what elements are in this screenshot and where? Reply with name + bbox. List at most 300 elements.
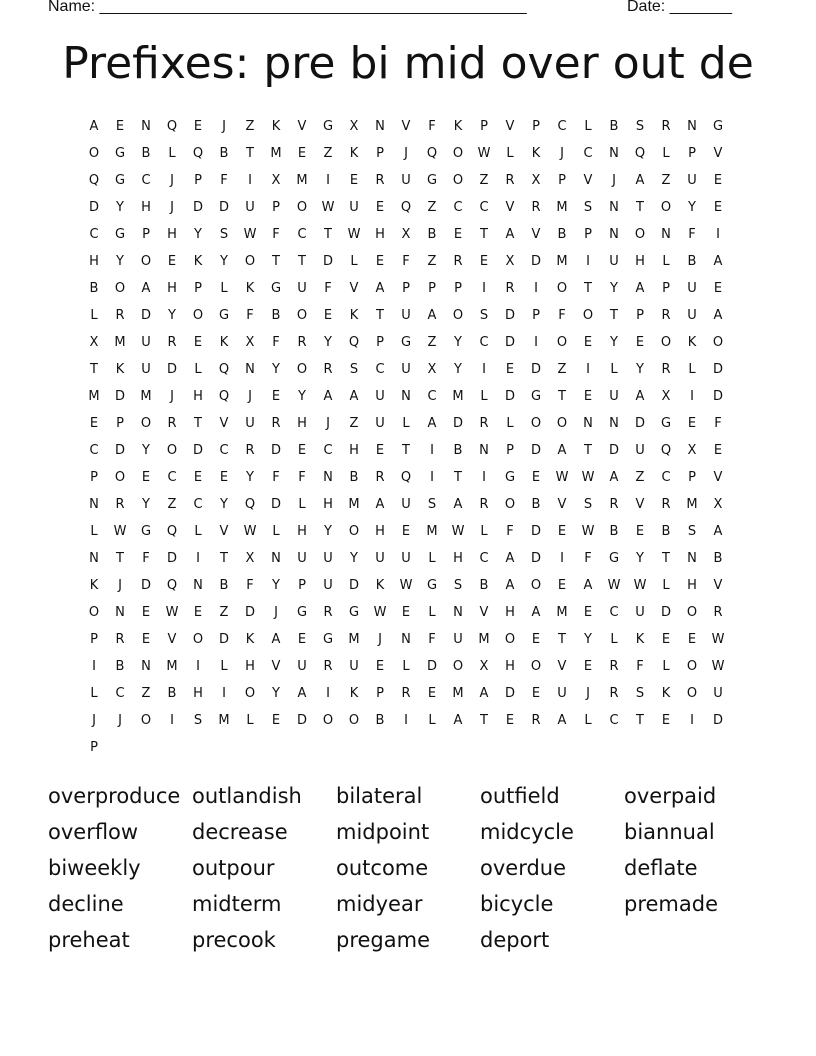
grid-letter[interactable]: U <box>557 686 567 701</box>
grid-letter[interactable]: E <box>531 470 541 485</box>
grid-letter[interactable]: G <box>218 308 230 323</box>
grid-letter[interactable]: X <box>531 173 541 188</box>
grid-letter[interactable]: O <box>166 443 178 458</box>
grid-letter[interactable]: I <box>92 659 96 674</box>
grid-letter[interactable]: J <box>170 389 174 404</box>
grid-letter[interactable]: M <box>166 659 178 674</box>
grid-letter[interactable]: C <box>141 173 151 188</box>
grid-letter[interactable]: A <box>271 632 281 647</box>
grid-letter[interactable]: I <box>248 173 252 188</box>
grid-letter[interactable]: N <box>609 146 619 161</box>
grid-letter[interactable]: O <box>530 416 542 431</box>
grid-letter[interactable]: K <box>453 119 463 134</box>
grid-letter[interactable]: S <box>635 686 645 701</box>
grid-letter[interactable]: H <box>167 281 177 296</box>
grid-letter[interactable]: R <box>661 119 671 134</box>
grid-letter[interactable]: V <box>219 416 229 431</box>
grid-letter[interactable]: G <box>530 389 542 404</box>
grid-letter[interactable]: R <box>167 335 177 350</box>
grid-letter[interactable]: I <box>430 443 434 458</box>
grid-letter[interactable]: T <box>454 470 462 485</box>
grid-letter[interactable]: C <box>427 389 437 404</box>
grid-letter[interactable]: L <box>662 578 670 593</box>
grid-letter[interactable]: X <box>661 389 671 404</box>
grid-letter[interactable]: S <box>583 200 593 215</box>
grid-letter[interactable]: E <box>505 362 515 377</box>
grid-letter[interactable]: T <box>298 254 306 269</box>
grid-letter[interactable]: C <box>609 713 619 728</box>
grid-letter[interactable]: B <box>531 497 541 512</box>
grid-letter[interactable]: X <box>505 254 515 269</box>
grid-letter[interactable]: T <box>116 551 124 566</box>
grid-letter[interactable]: L <box>220 659 228 674</box>
grid-letter[interactable]: O <box>556 335 568 350</box>
grid-letter[interactable]: X <box>245 551 255 566</box>
grid-letter[interactable]: C <box>219 443 229 458</box>
grid-letter[interactable]: L <box>662 146 670 161</box>
grid-letter[interactable]: B <box>609 524 619 539</box>
grid-letter[interactable]: Q <box>166 524 178 539</box>
grid-letter[interactable]: M <box>270 146 282 161</box>
grid-letter[interactable]: N <box>661 227 671 242</box>
grid-letter[interactable]: R <box>531 200 541 215</box>
grid-letter[interactable]: E <box>401 524 411 539</box>
grid-letter[interactable]: C <box>89 443 99 458</box>
grid-letter[interactable]: L <box>480 524 488 539</box>
grid-letter[interactable]: O <box>452 173 464 188</box>
grid-letter[interactable]: U <box>635 443 645 458</box>
grid-letter[interactable]: G <box>504 470 516 485</box>
grid-letter[interactable]: N <box>583 416 593 431</box>
grid-letter[interactable]: S <box>349 362 359 377</box>
grid-letter[interactable]: L <box>298 497 306 512</box>
grid-letter[interactable]: V <box>713 470 723 485</box>
grid-letter[interactable]: E <box>375 200 385 215</box>
grid-letter[interactable]: H <box>89 254 99 269</box>
grid-letter[interactable]: L <box>610 362 618 377</box>
grid-letter[interactable]: P <box>116 416 124 431</box>
grid-letter[interactable]: G <box>426 173 438 188</box>
grid-letter[interactable]: C <box>583 146 593 161</box>
grid-letter[interactable]: V <box>713 578 723 593</box>
grid-letter[interactable]: O <box>530 659 542 674</box>
grid-letter[interactable]: V <box>505 119 515 134</box>
grid-letter[interactable]: T <box>246 146 254 161</box>
grid-letter[interactable]: B <box>453 443 463 458</box>
grid-letter[interactable]: E <box>193 470 203 485</box>
grid-letter[interactable]: Y <box>220 497 228 512</box>
grid-letter[interactable]: L <box>168 146 176 161</box>
grid-letter[interactable]: U <box>141 335 151 350</box>
grid-letter[interactable]: Y <box>636 551 644 566</box>
grid-letter[interactable]: E <box>713 200 723 215</box>
grid-letter[interactable]: H <box>687 578 697 593</box>
grid-letter[interactable]: S <box>219 227 229 242</box>
grid-letter[interactable]: C <box>323 443 333 458</box>
grid-letter[interactable]: R <box>531 713 541 728</box>
grid-letter[interactable]: T <box>662 551 670 566</box>
grid-letter[interactable]: R <box>375 173 385 188</box>
grid-letter[interactable]: U <box>401 308 411 323</box>
grid-letter[interactable]: A <box>557 713 567 728</box>
grid-letter[interactable]: A <box>713 524 723 539</box>
grid-letter[interactable]: P <box>298 578 306 593</box>
grid-letter[interactable]: I <box>586 362 590 377</box>
grid-letter[interactable]: O <box>296 200 308 215</box>
grid-letter[interactable]: I <box>222 686 226 701</box>
grid-letter[interactable]: H <box>323 497 333 512</box>
grid-letter[interactable]: K <box>89 578 99 593</box>
grid-letter[interactable]: D <box>634 416 645 431</box>
grid-letter[interactable]: F <box>688 227 696 242</box>
grid-letter[interactable]: E <box>141 605 151 620</box>
grid-letter[interactable]: O <box>660 335 672 350</box>
grid-letter[interactable]: D <box>166 551 177 566</box>
grid-letter[interactable]: O <box>88 146 100 161</box>
grid-letter[interactable]: C <box>375 362 385 377</box>
grid-letter[interactable]: O <box>452 308 464 323</box>
grid-letter[interactable]: E <box>635 524 645 539</box>
grid-letter[interactable]: E <box>583 389 593 404</box>
grid-letter[interactable]: J <box>170 200 174 215</box>
grid-letter[interactable]: U <box>635 605 645 620</box>
grid-letter[interactable]: B <box>167 686 177 701</box>
grid-letter[interactable]: V <box>635 497 645 512</box>
grid-letter[interactable]: E <box>453 227 463 242</box>
grid-letter[interactable]: L <box>610 632 618 647</box>
grid-letter[interactable]: A <box>505 578 515 593</box>
grid-letter[interactable]: E <box>661 632 671 647</box>
grid-letter[interactable]: W <box>113 524 127 539</box>
grid-letter[interactable]: I <box>430 470 434 485</box>
grid-letter[interactable]: Y <box>610 281 618 296</box>
grid-letter[interactable]: E <box>583 605 593 620</box>
grid-letter[interactable]: K <box>193 254 203 269</box>
grid-letter[interactable]: M <box>348 632 360 647</box>
grid-letter[interactable]: L <box>428 551 436 566</box>
grid-letter[interactable]: D <box>140 308 151 323</box>
grid-letter[interactable]: Q <box>166 578 178 593</box>
grid-letter[interactable]: J <box>378 632 382 647</box>
grid-letter[interactable]: F <box>246 308 254 323</box>
grid-letter[interactable]: U <box>609 389 619 404</box>
grid-letter[interactable]: Y <box>168 308 176 323</box>
grid-letter[interactable]: P <box>272 200 280 215</box>
grid-letter[interactable]: J <box>92 713 96 728</box>
grid-letter[interactable]: Q <box>400 470 412 485</box>
grid-letter[interactable]: N <box>193 578 203 593</box>
grid-letter[interactable]: Y <box>246 470 254 485</box>
grid-letter[interactable]: I <box>690 389 694 404</box>
grid-letter[interactable]: B <box>427 227 437 242</box>
grid-letter[interactable]: O <box>322 713 334 728</box>
grid-letter[interactable]: A <box>635 389 645 404</box>
grid-letter[interactable]: R <box>609 659 619 674</box>
grid-letter[interactable]: N <box>687 551 697 566</box>
grid-letter[interactable]: U <box>687 281 697 296</box>
grid-letter[interactable]: I <box>170 713 174 728</box>
grid-letter[interactable]: I <box>326 173 330 188</box>
grid-letter[interactable]: L <box>584 119 592 134</box>
grid-letter[interactable]: J <box>222 119 226 134</box>
grid-letter[interactable]: T <box>376 308 384 323</box>
grid-letter[interactable]: X <box>245 335 255 350</box>
grid-letter[interactable]: E <box>557 578 567 593</box>
grid-letter[interactable]: O <box>660 200 672 215</box>
grid-letter[interactable]: E <box>297 632 307 647</box>
grid-letter[interactable]: M <box>556 254 568 269</box>
grid-letter[interactable]: P <box>194 173 202 188</box>
grid-letter[interactable]: A <box>713 308 723 323</box>
grid-letter[interactable]: H <box>505 659 515 674</box>
grid-letter[interactable]: D <box>530 551 541 566</box>
grid-letter[interactable]: Y <box>116 200 124 215</box>
grid-letter[interactable]: V <box>557 497 567 512</box>
grid-letter[interactable]: M <box>140 389 152 404</box>
date-label[interactable]: Date: _______ <box>627 0 732 15</box>
grid-letter[interactable]: N <box>323 470 333 485</box>
grid-letter[interactable]: S <box>193 713 203 728</box>
grid-letter[interactable]: E <box>635 335 645 350</box>
grid-letter[interactable]: O <box>244 254 256 269</box>
grid-letter[interactable]: W <box>451 524 465 539</box>
grid-letter[interactable]: O <box>504 632 516 647</box>
grid-letter[interactable]: Z <box>349 416 359 431</box>
grid-letter[interactable]: W <box>607 578 621 593</box>
grid-letter[interactable]: Z <box>661 173 671 188</box>
grid-letter[interactable]: R <box>245 443 255 458</box>
grid-letter[interactable]: W <box>243 524 257 539</box>
grid-letter[interactable]: E <box>583 335 593 350</box>
grid-letter[interactable]: D <box>530 443 541 458</box>
grid-letter[interactable]: P <box>532 308 540 323</box>
grid-letter[interactable]: D <box>88 200 99 215</box>
grid-letter[interactable]: U <box>141 362 151 377</box>
grid-letter[interactable]: L <box>90 308 98 323</box>
grid-letter[interactable]: M <box>348 497 360 512</box>
grid-letter[interactable]: C <box>115 686 125 701</box>
grid-letter[interactable]: A <box>635 281 645 296</box>
grid-letter[interactable]: O <box>192 308 204 323</box>
grid-letter[interactable]: O <box>582 308 594 323</box>
grid-letter[interactable]: D <box>504 335 515 350</box>
grid-letter[interactable]: A <box>635 173 645 188</box>
grid-letter[interactable]: O <box>348 713 360 728</box>
grid-letter[interactable]: P <box>688 470 696 485</box>
grid-letter[interactable]: V <box>297 119 307 134</box>
grid-letter[interactable]: T <box>272 254 280 269</box>
grid-letter[interactable]: D <box>270 443 281 458</box>
grid-letter[interactable]: X <box>479 659 489 674</box>
grid-letter[interactable]: R <box>271 416 281 431</box>
grid-letter[interactable]: L <box>350 254 358 269</box>
grid-letter[interactable]: P <box>506 443 514 458</box>
grid-letter[interactable]: E <box>89 416 99 431</box>
grid-letter[interactable]: J <box>404 146 408 161</box>
grid-letter[interactable]: W <box>581 524 595 539</box>
grid-letter[interactable]: U <box>713 686 723 701</box>
grid-letter[interactable]: H <box>193 389 203 404</box>
grid-letter[interactable]: Q <box>348 335 360 350</box>
grid-letter[interactable]: F <box>428 632 436 647</box>
grid-letter[interactable]: E <box>193 119 203 134</box>
grid-letter[interactable]: L <box>90 686 98 701</box>
grid-letter[interactable]: B <box>479 578 489 593</box>
grid-letter[interactable]: D <box>192 200 203 215</box>
grid-letter[interactable]: L <box>428 713 436 728</box>
grid-letter[interactable]: Y <box>454 335 462 350</box>
grid-letter[interactable]: H <box>167 227 177 242</box>
grid-letter[interactable]: X <box>401 227 411 242</box>
grid-letter[interactable]: Y <box>272 362 280 377</box>
grid-letter[interactable]: E <box>193 605 203 620</box>
grid-letter[interactable]: J <box>118 713 122 728</box>
grid-letter[interactable]: R <box>115 497 125 512</box>
grid-letter[interactable]: W <box>555 470 569 485</box>
grid-letter[interactable]: D <box>322 254 333 269</box>
grid-letter[interactable]: A <box>453 497 463 512</box>
grid-letter[interactable]: A <box>375 497 385 512</box>
grid-letter[interactable]: I <box>534 281 538 296</box>
grid-letter[interactable]: X <box>271 173 281 188</box>
grid-letter[interactable]: O <box>140 254 152 269</box>
grid-letter[interactable]: U <box>349 659 359 674</box>
grid-letter[interactable]: Q <box>426 146 438 161</box>
grid-letter[interactable]: O <box>244 686 256 701</box>
grid-letter[interactable]: J <box>274 605 278 620</box>
grid-letter[interactable]: J <box>118 578 122 593</box>
grid-letter[interactable]: X <box>687 443 697 458</box>
grid-letter[interactable]: E <box>713 443 723 458</box>
grid-letter[interactable]: Y <box>142 497 150 512</box>
grid-letter[interactable]: T <box>480 227 488 242</box>
grid-letter[interactable]: D <box>530 524 541 539</box>
grid-letter[interactable]: Q <box>400 200 412 215</box>
grid-letter[interactable]: E <box>271 713 281 728</box>
grid-letter[interactable]: P <box>376 686 384 701</box>
grid-letter[interactable]: O <box>452 146 464 161</box>
grid-letter[interactable]: N <box>271 551 281 566</box>
grid-letter[interactable]: M <box>218 713 230 728</box>
grid-letter[interactable]: I <box>326 686 330 701</box>
grid-letter[interactable]: A <box>323 389 333 404</box>
grid-letter[interactable]: B <box>89 281 99 296</box>
grid-letter[interactable]: X <box>427 362 437 377</box>
grid-letter[interactable]: J <box>586 686 590 701</box>
grid-letter[interactable]: L <box>662 254 670 269</box>
grid-letter[interactable]: O <box>530 578 542 593</box>
grid-letter[interactable]: Q <box>660 443 672 458</box>
grid-letter[interactable]: D <box>712 362 723 377</box>
grid-letter[interactable]: L <box>662 659 670 674</box>
grid-letter[interactable]: U <box>453 632 463 647</box>
grid-letter[interactable]: H <box>349 443 359 458</box>
grid-letter[interactable]: E <box>687 416 697 431</box>
name-label[interactable]: Name: ________________________________________________ <box>48 0 527 15</box>
grid-letter[interactable]: R <box>661 308 671 323</box>
grid-letter[interactable]: D <box>608 443 619 458</box>
grid-letter[interactable]: Y <box>194 227 202 242</box>
grid-letter[interactable]: E <box>297 443 307 458</box>
grid-letter[interactable]: W <box>633 578 647 593</box>
grid-letter[interactable]: E <box>115 119 125 134</box>
grid-letter[interactable]: F <box>298 470 306 485</box>
grid-letter[interactable]: P <box>402 281 410 296</box>
grid-letter[interactable]: O <box>88 605 100 620</box>
grid-letter[interactable]: K <box>349 146 359 161</box>
grid-letter[interactable]: B <box>219 146 229 161</box>
grid-letter[interactable]: B <box>713 551 723 566</box>
grid-letter[interactable]: D <box>192 443 203 458</box>
grid-letter[interactable]: A <box>505 551 515 566</box>
grid-letter[interactable]: P <box>428 281 436 296</box>
grid-letter[interactable]: T <box>636 713 644 728</box>
grid-letter[interactable]: O <box>556 416 568 431</box>
grid-letter[interactable]: S <box>427 497 437 512</box>
grid-letter[interactable]: K <box>635 632 645 647</box>
grid-letter[interactable]: D <box>530 362 541 377</box>
grid-letter[interactable]: E <box>427 686 437 701</box>
grid-letter[interactable]: F <box>272 470 280 485</box>
grid-letter[interactable]: Q <box>218 362 230 377</box>
grid-letter[interactable]: U <box>297 659 307 674</box>
grid-letter[interactable]: F <box>272 227 280 242</box>
grid-letter[interactable]: H <box>297 524 307 539</box>
grid-letter[interactable]: U <box>245 416 255 431</box>
grid-letter[interactable]: Y <box>636 362 644 377</box>
grid-letter[interactable]: I <box>482 281 486 296</box>
grid-letter[interactable]: T <box>324 227 332 242</box>
grid-letter[interactable]: Z <box>635 470 645 485</box>
grid-letter[interactable]: Z <box>245 119 255 134</box>
grid-letter[interactable]: F <box>402 254 410 269</box>
grid-letter[interactable]: U <box>323 578 333 593</box>
grid-letter[interactable]: K <box>661 686 671 701</box>
grid-letter[interactable]: D <box>426 659 437 674</box>
grid-letter[interactable]: R <box>479 416 489 431</box>
grid-letter[interactable]: U <box>609 254 619 269</box>
grid-letter[interactable]: R <box>323 659 333 674</box>
grid-letter[interactable]: J <box>170 173 174 188</box>
grid-letter[interactable]: F <box>558 308 566 323</box>
grid-letter[interactable]: T <box>584 281 592 296</box>
grid-letter[interactable]: A <box>609 470 619 485</box>
grid-letter[interactable]: L <box>402 416 410 431</box>
grid-letter[interactable]: O <box>114 281 126 296</box>
grid-letter[interactable]: D <box>114 389 125 404</box>
grid-letter[interactable]: G <box>322 632 334 647</box>
grid-letter[interactable]: Y <box>454 362 462 377</box>
grid-letter[interactable]: H <box>375 524 385 539</box>
grid-letter[interactable]: I <box>404 713 408 728</box>
grid-letter[interactable]: D <box>244 605 255 620</box>
grid-letter[interactable]: H <box>453 551 463 566</box>
grid-letter[interactable]: C <box>661 470 671 485</box>
grid-letter[interactable]: D <box>166 362 177 377</box>
grid-letter[interactable]: R <box>609 686 619 701</box>
grid-letter[interactable]: R <box>661 362 671 377</box>
grid-letter[interactable]: O <box>140 416 152 431</box>
grid-letter[interactable]: G <box>322 119 334 134</box>
grid-letter[interactable]: V <box>531 227 541 242</box>
grid-letter[interactable]: Z <box>427 200 437 215</box>
grid-letter[interactable]: K <box>349 686 359 701</box>
grid-letter[interactable]: O <box>192 632 204 647</box>
grid-letter[interactable]: P <box>558 173 566 188</box>
grid-letter[interactable]: R <box>167 416 177 431</box>
grid-letter[interactable]: Y <box>272 686 280 701</box>
grid-letter[interactable]: E <box>219 470 229 485</box>
